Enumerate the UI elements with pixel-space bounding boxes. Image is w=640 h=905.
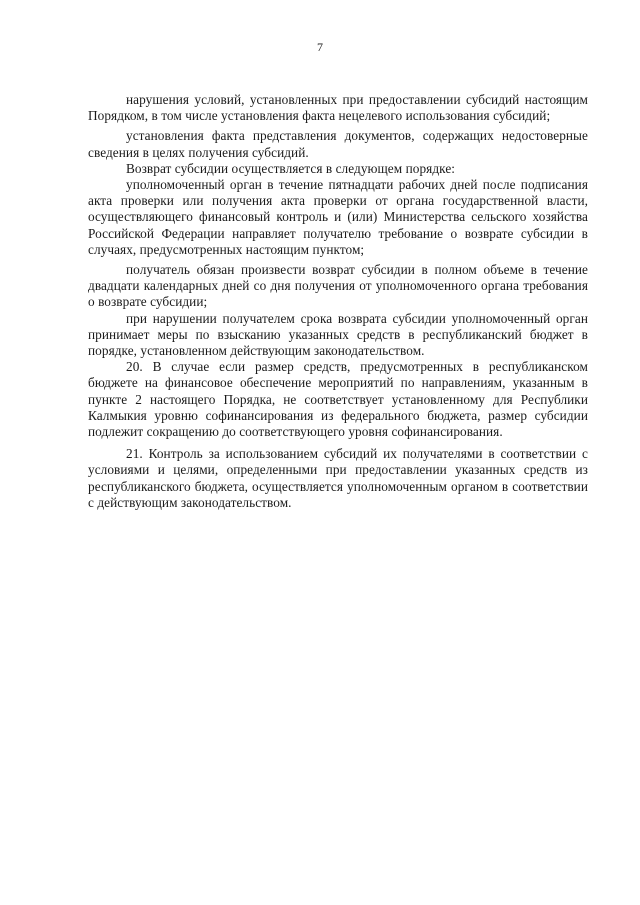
paragraph-recovery-measures: при нарушении получателем срока возврата субсидии уполномоченный орган принимает меры по взысканию указанных средств в республиканский бюджет в порядке, установленном действующим законодательством. — [88, 310, 588, 359]
paragraph-clause-20: 20. В случае если размер средств, предусмотренных в республиканском бюджете на финансовое обеспечение мероприятий по направлениям, указанным в пункте 2 настоящего Порядка, не соответствует установленному для Республики Калмыкия уровню софинансирования из федерального бюджета, размер субсидии подлежит сокращению до соответствующего уровня софинансирования. — [88, 359, 588, 440]
paragraph-violation-conditions: нарушения условий, установленных при предоставлении субсидий настоящим Порядком, в том числе установления факта нецелевого использования субсидий; — [88, 92, 588, 124]
paragraph-authority-demand: уполномоченный орган в течение пятнадцати рабочих дней после подписания акта проверки или получения акта проверки от органа государственной власти, осуществляющего финансовый контроль и (или) Министерства сельского хозяйства Российской Федерации направляет получателю требование о возврате субсидии в случаях, предусмотренных настоящим пунктом; — [88, 177, 588, 257]
paragraph-recipient-obligation: получатель обязан произвести возврат субсидии в полном объеме в течение двадцати календарных дней со дня получения от уполномоченного органа требования о возврате субсидии; — [88, 262, 588, 310]
document-body — [88, 92, 588, 511]
paragraph-clause-21: 21. Контроль за использованием субсидий их получателями в соответствии с условиями и целями, определенными при предоставлении указанных средств из республиканского бюджета, осуществляется уполномоченным органом в соответствии с действующим законодательством. — [88, 446, 588, 510]
paragraph-return-procedure-intro: Возврат субсидии осуществляется в следующем порядке: — [126, 160, 456, 176]
paragraph-false-documents: установления факта представления документов, содержащих недостоверные сведения в целях получения субсидий. — [88, 128, 588, 160]
page-number: 7 — [317, 40, 323, 54]
